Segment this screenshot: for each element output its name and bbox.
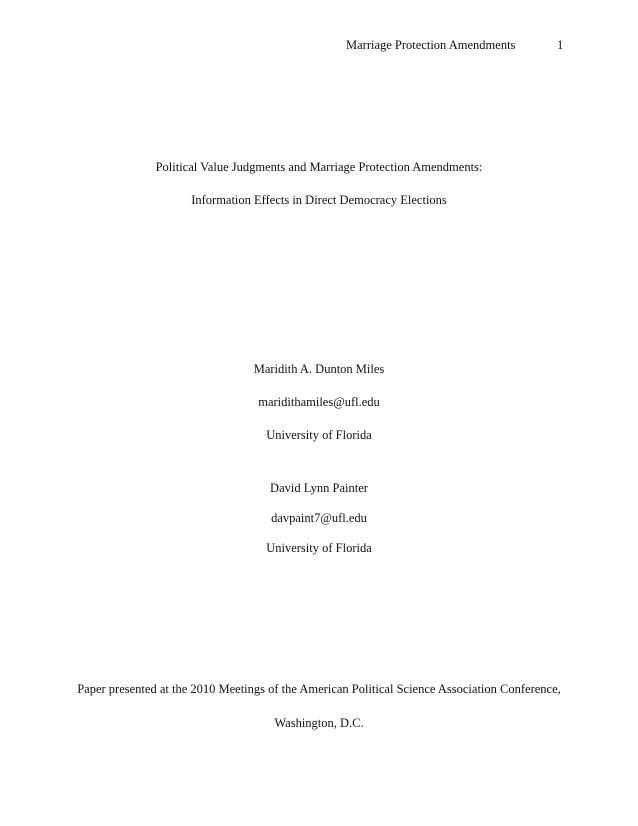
author-1-institution: University of Florida [266,428,372,442]
presentation-note-line-2: Washington, D.C. [274,716,364,730]
running-head: Marriage Protection Amendments [346,38,516,52]
page-number: 1 [557,38,564,52]
author-1-email: maridithamiles@ufl.edu [258,395,380,409]
author-2-email: davpaint7@ufl.edu [271,511,367,525]
author-2-name: David Lynn Painter [270,481,368,495]
presentation-note-line-1: Paper presented at the 2010 Meetings of the American Political Science Association Conference, [77,682,561,696]
author-2-institution: University of Florida [266,541,372,555]
paper-title-line-2: Information Effects in Direct Democracy Elections [191,193,447,207]
author-1-name: Maridith A. Dunton Miles [253,362,385,376]
paper-title-line-1: Political Value Judgments and Marriage Protection Amendments: [155,160,483,174]
